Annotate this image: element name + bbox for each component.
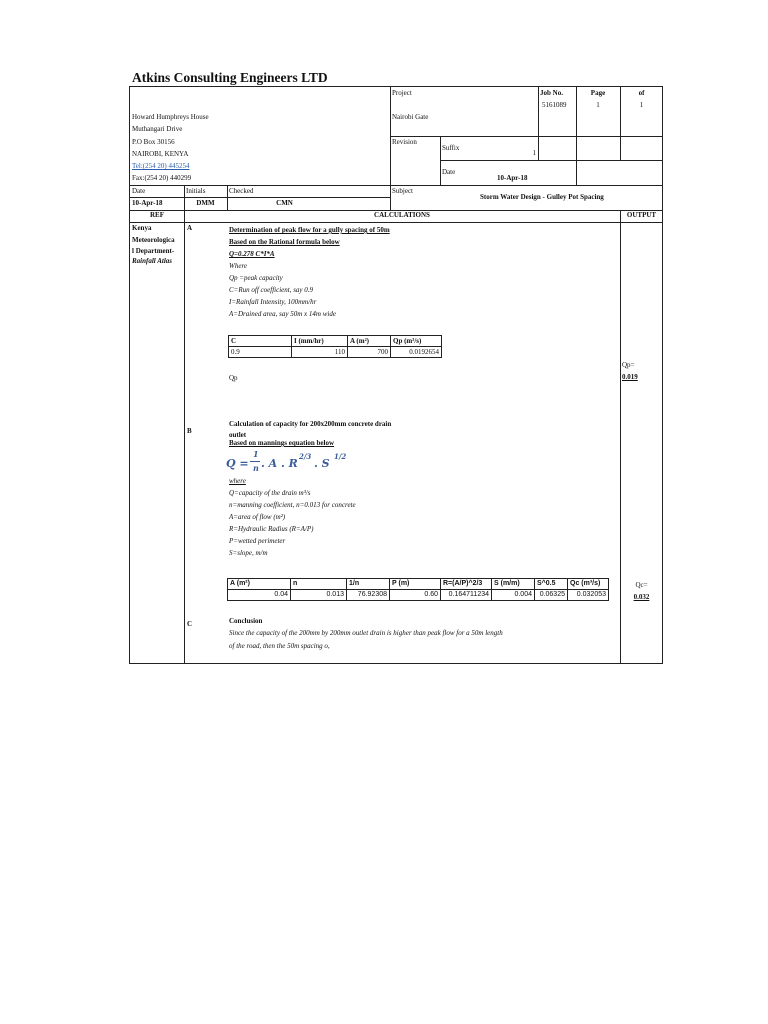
formula-numerator: 1 [253, 449, 259, 459]
table-header-row [229, 336, 442, 347]
initials-value: DMM [196, 199, 215, 207]
output-qp-value: 0.019 [622, 373, 638, 381]
definition-line: Qp =peak capacity [229, 274, 283, 282]
output-qp-label: Qp= [622, 361, 635, 369]
section-a-letter: A [187, 224, 193, 232]
job-number-value: 5161089 [542, 101, 567, 109]
revision-label: Revision [392, 138, 417, 146]
conclusion-text: of the road, then the 50m spacing o, [229, 642, 330, 650]
ref-text: Meteorologica [132, 236, 175, 244]
table-row [229, 347, 442, 358]
project-value: Nairobi Gate [392, 113, 429, 121]
definition-line: A=area of flow (m²) [229, 513, 286, 521]
initials-label: Initials [186, 187, 206, 195]
definition-line: R=Hydraulic Radius (R=A/P) [229, 525, 314, 533]
telephone-link[interactable]: Tel:(254 20) 445254 [132, 162, 190, 170]
table-cell: 700 [348, 347, 391, 358]
date-value: 10-Apr-18 [132, 199, 163, 207]
section-b-heading: outlet [229, 431, 247, 439]
peak-flow-table [228, 335, 442, 358]
table-cell: 0.0192654 [391, 347, 442, 358]
section-c-letter: C [187, 620, 193, 628]
output-column-header: OUTPUT [626, 211, 657, 219]
date-label: Date [132, 187, 146, 195]
table-header-cell: I (mm/hr) [292, 336, 348, 347]
header-divider [130, 197, 390, 198]
of-value: 1 [639, 101, 644, 109]
page-label: Page [590, 89, 606, 97]
manning-formula [226, 449, 376, 477]
table-cell: 0.9 [229, 347, 292, 358]
table-header-cell: 1/n [347, 579, 390, 590]
checked-label: Checked [229, 187, 254, 195]
table-header-cell: Qp (m³/s) [391, 336, 442, 347]
formula-rest: . A . R [261, 457, 298, 470]
ref-text: Kenya [132, 224, 152, 232]
page-value: 1 [596, 101, 600, 109]
output-qc-value: 0.032 [633, 593, 650, 601]
table-cell: 0.60 [390, 590, 441, 601]
revision-date-label: Date [442, 168, 456, 176]
section-a-heading: Determination of peak flow for a gully spacing of 50m [229, 226, 390, 234]
qp-label: Qp [229, 374, 238, 382]
address-line: Howard Humphreys House [132, 113, 209, 121]
address-line: NAIROBI, KENYA [132, 150, 189, 158]
table-cell: 0.013 [291, 590, 347, 601]
drain-capacity-table [227, 578, 609, 601]
ref-text: l Department- [132, 247, 175, 255]
table-header-cell: R=(A/P)^2/3 [441, 579, 492, 590]
section-b-heading: Calculation of capacity for 200x200mm concrete drain [229, 420, 392, 428]
header-divider [390, 87, 391, 210]
definition-line: n=manning coefficient, n=0.013 for concrete [229, 501, 356, 509]
definition-line: A=Drained area, say 50m x 14m wide [229, 310, 336, 318]
table-header-cell: A (m²) [228, 579, 291, 590]
header-divider [130, 185, 663, 186]
table-cell: 0.06325 [535, 590, 568, 601]
ref-column-header: REF [150, 211, 164, 219]
formula-exponent: 2/3 [299, 452, 312, 461]
table-header-cell: n [291, 579, 347, 590]
section-c-heading: Conclusion [229, 617, 263, 625]
section-b-subheading: Based on mannings equation below [229, 439, 335, 447]
table-header-cell: A (m²) [348, 336, 391, 347]
of-label: of [638, 89, 645, 97]
subject-value: Storm Water Design - Gulley Pot Spacing [480, 193, 604, 201]
ref-text: Rainfall Atlas [132, 257, 173, 265]
rational-formula: Q=0.278 C*I*A [229, 250, 275, 258]
table-cell: 0.04 [228, 590, 291, 601]
address-line: P.O Box 30156 [132, 138, 175, 146]
table-header-cell: C [229, 336, 292, 347]
job-number-label: Job No. [540, 89, 563, 97]
formula-denominator: n [253, 463, 259, 473]
formula-slope: . S [314, 457, 330, 470]
header-divider [390, 136, 663, 137]
definition-line: I=Rainfall Intensity, 100mm/hr [229, 298, 317, 306]
table-cell: 0.032053 [568, 590, 609, 601]
revision-date-value: 10-Apr-18 [497, 174, 528, 182]
address-line: Muthangari Drive [132, 125, 183, 133]
table-header-cell: P (m) [390, 579, 441, 590]
conclusion-text: Since the capacity of the 200mm by 200mm outlet drain is higher than peak flow for a 50m length [229, 629, 503, 637]
formula-exponent: 1/2 [334, 452, 347, 461]
definition-line: Q=capacity of the drain m³/s [229, 489, 311, 497]
project-label: Project [392, 89, 412, 97]
fraction-bar [250, 461, 260, 462]
table-header-row [228, 579, 609, 590]
section-a-subheading: Based on the Rational formula below [229, 238, 340, 246]
definition-line: C=Run off coefficient, say 0.9 [229, 286, 314, 294]
table-header-cell: Qc (m³/s) [568, 579, 609, 590]
definition-line: S=slope, m/m [229, 549, 268, 557]
suffix-label: Suffix [442, 144, 460, 152]
section-b-letter: B [187, 427, 192, 435]
checked-value: CMN [276, 199, 293, 207]
table-header-cell: S (m/m) [492, 579, 535, 590]
table-cell: 0.164711234 [441, 590, 492, 601]
suffix-value: 1 [532, 149, 536, 157]
header-divider [130, 222, 663, 223]
header-divider [440, 160, 663, 161]
where-label: Where [229, 262, 248, 270]
table-cell: 76.92308 [347, 590, 390, 601]
calculation-sheet [129, 86, 663, 664]
calculations-column-header: CALCULATIONS [374, 211, 430, 219]
formula-q: Q = [226, 457, 249, 470]
ref-column-divider [184, 210, 185, 664]
table-cell: 0.004 [492, 590, 535, 601]
table-row [228, 590, 609, 601]
table-header-cell: S^0.5 [535, 579, 568, 590]
definition-line: P=wetted perimeter [229, 537, 286, 545]
table-cell: 110 [292, 347, 348, 358]
header-divider [538, 87, 539, 160]
company-title: Atkins Consulting Engineers LTD [132, 70, 328, 85]
fax-number: Fax:(254 20) 440299 [132, 174, 192, 182]
output-qc-label: Qc= [635, 581, 648, 589]
where-label: where [229, 477, 246, 485]
subject-label: Subject [392, 187, 413, 195]
